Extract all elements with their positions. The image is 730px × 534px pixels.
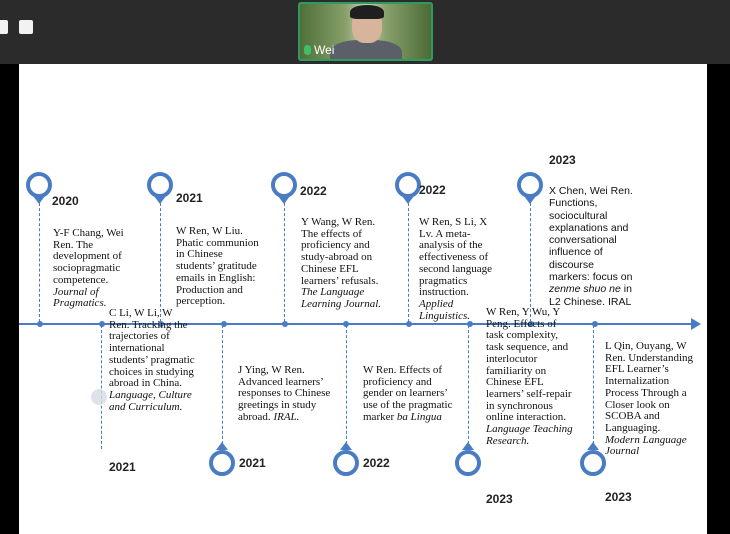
publication-entry [486, 307, 576, 447]
faded-marker [91, 389, 107, 405]
pin-tail [462, 442, 474, 450]
microphone-icon [304, 45, 311, 55]
entry-title: Effects of proficiency and gender on learners’ use of the pragmatic marker [363, 364, 453, 423]
entry-title: The development of sociopragmatic competence. [53, 238, 122, 286]
participant-hair [350, 5, 384, 19]
participant-name: Wei [314, 43, 335, 57]
publication-entry [53, 228, 133, 310]
map-pin-icon [147, 172, 173, 198]
pin-tail [278, 196, 290, 204]
year-label: 2021 [109, 460, 136, 474]
map-pin-icon [455, 450, 481, 476]
entry-journal: Modern Language Journal [605, 433, 687, 458]
entry-journal: The Language Learning Journal. [301, 286, 382, 310]
entry-authors: W Ren, W Liu. [176, 225, 243, 237]
entry-journal: Journal of Pragmatics. [53, 285, 107, 310]
entry-italic-term: ba [396, 410, 408, 423]
year-label: 2020 [52, 194, 79, 208]
entry-authors: Y Wang, W Ren. [301, 216, 376, 228]
map-pin-icon [517, 172, 543, 198]
entry-journal: Lingua [410, 410, 442, 423]
entry-journal: Applied Linguistics. [419, 297, 471, 322]
pin-tail [340, 442, 352, 450]
map-pin-icon [26, 172, 52, 198]
axis-tick [99, 321, 105, 327]
publication-entry [549, 185, 637, 308]
connector-line [284, 198, 285, 322]
entry-title: A meta-analysis of the effectiveness of second language pragmatics instruction. [419, 227, 492, 299]
axis-tick [37, 321, 43, 327]
entry-authors: L Qin, Ouyang, W Ren. [605, 340, 687, 364]
year-label: 2023 [549, 153, 576, 167]
year-label: 2022 [363, 456, 390, 470]
meeting-top-bar [0, 0, 730, 64]
connector-line [530, 198, 531, 322]
connector-line [593, 325, 594, 449]
window-control-stub[interactable] [19, 20, 33, 34]
publication-entry [109, 308, 195, 413]
entry-title: Phatic communion in Chinese students’ gratitude emails in English: Production and perception. [176, 236, 259, 308]
year-label: 2022 [419, 183, 446, 197]
entry-authors: W Ren, S Li, X Lv. [419, 216, 488, 240]
connector-line [101, 325, 102, 449]
publication-entry [605, 341, 693, 458]
entry-journal: Language Teaching Research. [486, 423, 573, 447]
participant-video-tile[interactable] [298, 2, 433, 61]
window-control-stub[interactable] [0, 20, 8, 34]
timeline-arrow-icon [691, 318, 701, 330]
participant-name-tag [304, 43, 334, 57]
map-pin-icon [333, 450, 359, 476]
entry-title: Effects of task complexity, task sequence, and interlocutor familiarity on Chinese EFL learners’ self-repair in synchronous online interaction. [486, 317, 572, 424]
publication-entry [363, 365, 455, 424]
pin-tail [154, 196, 166, 204]
pin-tail [402, 196, 414, 204]
axis-tick [282, 321, 288, 327]
entry-title: Tracking the trajectories of international students’ pragmatic choices in studying abroad in China. [109, 318, 195, 390]
publication-entry [238, 365, 332, 424]
map-pin-icon [580, 450, 606, 476]
connector-line [408, 198, 409, 322]
map-pin-icon [209, 450, 235, 476]
map-pin-icon [271, 172, 297, 198]
pin-tail [587, 442, 599, 450]
year-label: 2021 [176, 191, 203, 205]
entry-title: The effects of proficiency and study-abroad on Chinese EFL learners’ refusals. [301, 227, 379, 287]
entry-italic-term: zenme shuo ne [549, 283, 621, 296]
entry-authors: Y-F Chang, Wei Ren. [53, 227, 124, 251]
participant-body [330, 40, 402, 61]
entry-authors: W Ren. [363, 364, 397, 376]
year-label: 2023 [486, 492, 513, 506]
pin-tail [216, 442, 228, 450]
publication-entry [301, 217, 389, 311]
connector-line [468, 325, 469, 449]
year-label: 2021 [239, 456, 266, 470]
connector-line [160, 198, 161, 322]
entry-journal: IRAL. [273, 410, 300, 423]
map-pin-icon [395, 172, 421, 198]
entry-authors: X Chen, Wei Ren. [549, 185, 633, 197]
entry-authors: J Ying, W Ren. [238, 364, 305, 376]
connector-line [346, 325, 347, 449]
connector-line [222, 325, 223, 449]
entry-title: Understanding EFL Learner’s Internalization Process Through a Closer look on SCOBA and Languaging. [605, 351, 693, 434]
year-label: 2023 [605, 490, 632, 504]
axis-tick [406, 321, 412, 327]
publication-entry [176, 226, 260, 308]
entry-authors: C Li, W Li, W Ren. [109, 307, 173, 331]
pin-tail [524, 196, 536, 204]
pin-tail [33, 196, 45, 204]
connector-line [39, 198, 40, 322]
year-label: 2022 [300, 184, 327, 198]
entry-journal: Language, Culture and Curriculum. [109, 388, 192, 413]
entry-title: Functions, sociocultural explanations and conversational influence of discourse markers: focus on [549, 197, 633, 284]
entry-authors: W Ren, Y Wu, Y Peng. [486, 306, 560, 330]
entry-journal: in L2 Chinese. IRAL [549, 283, 632, 308]
entry-title: Advanced learners’ responses to Chinese greetings in study abroad. [238, 375, 331, 423]
